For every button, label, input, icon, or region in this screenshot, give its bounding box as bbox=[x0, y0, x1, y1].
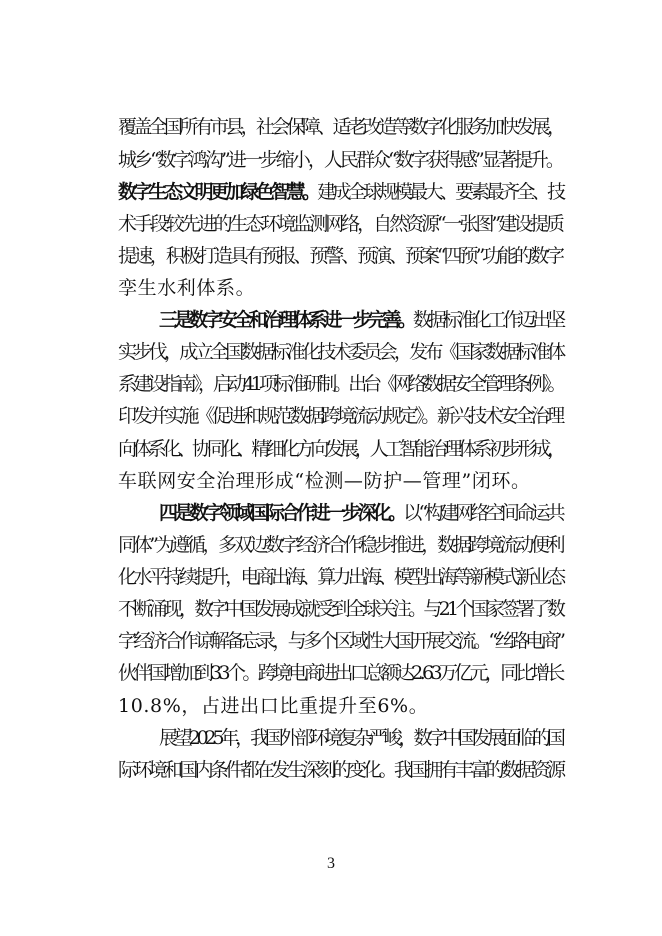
body-text: 城乡“数字鸿沟”进一步缩小，人民群众“数字获得感”显著提升。 bbox=[118, 149, 562, 171]
text-line bbox=[118, 404, 562, 428]
text-line bbox=[159, 501, 562, 525]
body-text: 以“构建网络空间命运共 bbox=[403, 502, 562, 524]
text-line bbox=[118, 372, 562, 396]
body-text: 数据标准化工作迈出坚 bbox=[412, 309, 563, 331]
body-text: 提速，积极打造具有预报、预警、预演、预案“四预”功能的数字 bbox=[118, 245, 562, 267]
text-line bbox=[118, 533, 562, 557]
text-line bbox=[159, 726, 562, 750]
text-line bbox=[118, 276, 255, 300]
body-text: 不断涌现，数字中国发展成就受到全球关注。与21个国家签署了数 bbox=[118, 598, 563, 620]
body-text: 孪生水利体系。 bbox=[118, 277, 256, 299]
text-line bbox=[159, 308, 562, 332]
body-text: 向体系化、协同化、精细化方向发展，人工智能治理体系初步形成， bbox=[118, 438, 563, 460]
text-line bbox=[118, 597, 562, 621]
body-text: 术手段较先进的生态环境监测网络，自然资源“一张图”建设提质 bbox=[118, 213, 562, 235]
text-line bbox=[118, 758, 562, 782]
text-line bbox=[118, 115, 562, 139]
body-text: 系建设指南》，启动41项标准研制。出台《网络数据安全管理条例》。 bbox=[118, 373, 563, 395]
text-line bbox=[118, 629, 562, 653]
body-text: 印发并实施《促进和规范数据跨境流动规定》。新兴技术安全治理 bbox=[118, 405, 562, 427]
body-text: 同体”为遵循，多双边数字经济合作稳步推进，数据跨境流动便利 bbox=[118, 534, 563, 556]
body-text: 车联网安全治理形成“检测—防护—管理”闭环。 bbox=[118, 470, 531, 492]
page-number: 3 bbox=[327, 855, 335, 872]
text-line bbox=[118, 437, 562, 461]
bold-heading-text: 数字生态文明更加绿色智慧。 bbox=[118, 181, 318, 203]
text-line bbox=[118, 180, 562, 204]
body-text: 际环境和国内条件都在发生深刻的变化。我国拥有丰富的数据资源 bbox=[118, 759, 563, 781]
text-line bbox=[118, 661, 562, 685]
body-text: 覆盖全国所有市县，社会保障、适老改造等数字化服务加快发展， bbox=[118, 116, 563, 138]
text-line bbox=[118, 212, 562, 236]
body-text: 化水平持续提升，电商出海、算力出海、模型出海等新模式新业态 bbox=[118, 566, 563, 588]
text-line bbox=[118, 469, 531, 493]
text-line bbox=[118, 148, 562, 172]
body-text: 建成全球规模最大、要素最齐全、技 bbox=[317, 181, 563, 203]
body-text: 展望2025年，我国外部环境复杂严峻，数字中国发展面临的国 bbox=[159, 727, 562, 749]
bold-heading-text: 四是数字领域国际合作进一步深化。 bbox=[159, 502, 404, 524]
text-line bbox=[118, 565, 562, 589]
body-text: 10.8%，占进出口比重提升至6%。 bbox=[118, 695, 429, 717]
text-line bbox=[118, 694, 428, 718]
body-text: 伙伴国增加到33个。跨境电商进出口总额达2.63万亿元，同比增长 bbox=[118, 662, 562, 684]
bold-heading-text: 三是数字安全和治理体系进一步完善。 bbox=[159, 309, 413, 331]
text-line bbox=[118, 340, 562, 364]
body-text: 实步伐，成立全国数据标准化技术委员会，发布《国家数据标准体 bbox=[118, 341, 563, 363]
text-line bbox=[118, 244, 562, 268]
body-text: 字经济合作谅解备忘录，与多个区域性大国开展交流。“丝路电商” bbox=[118, 630, 563, 652]
